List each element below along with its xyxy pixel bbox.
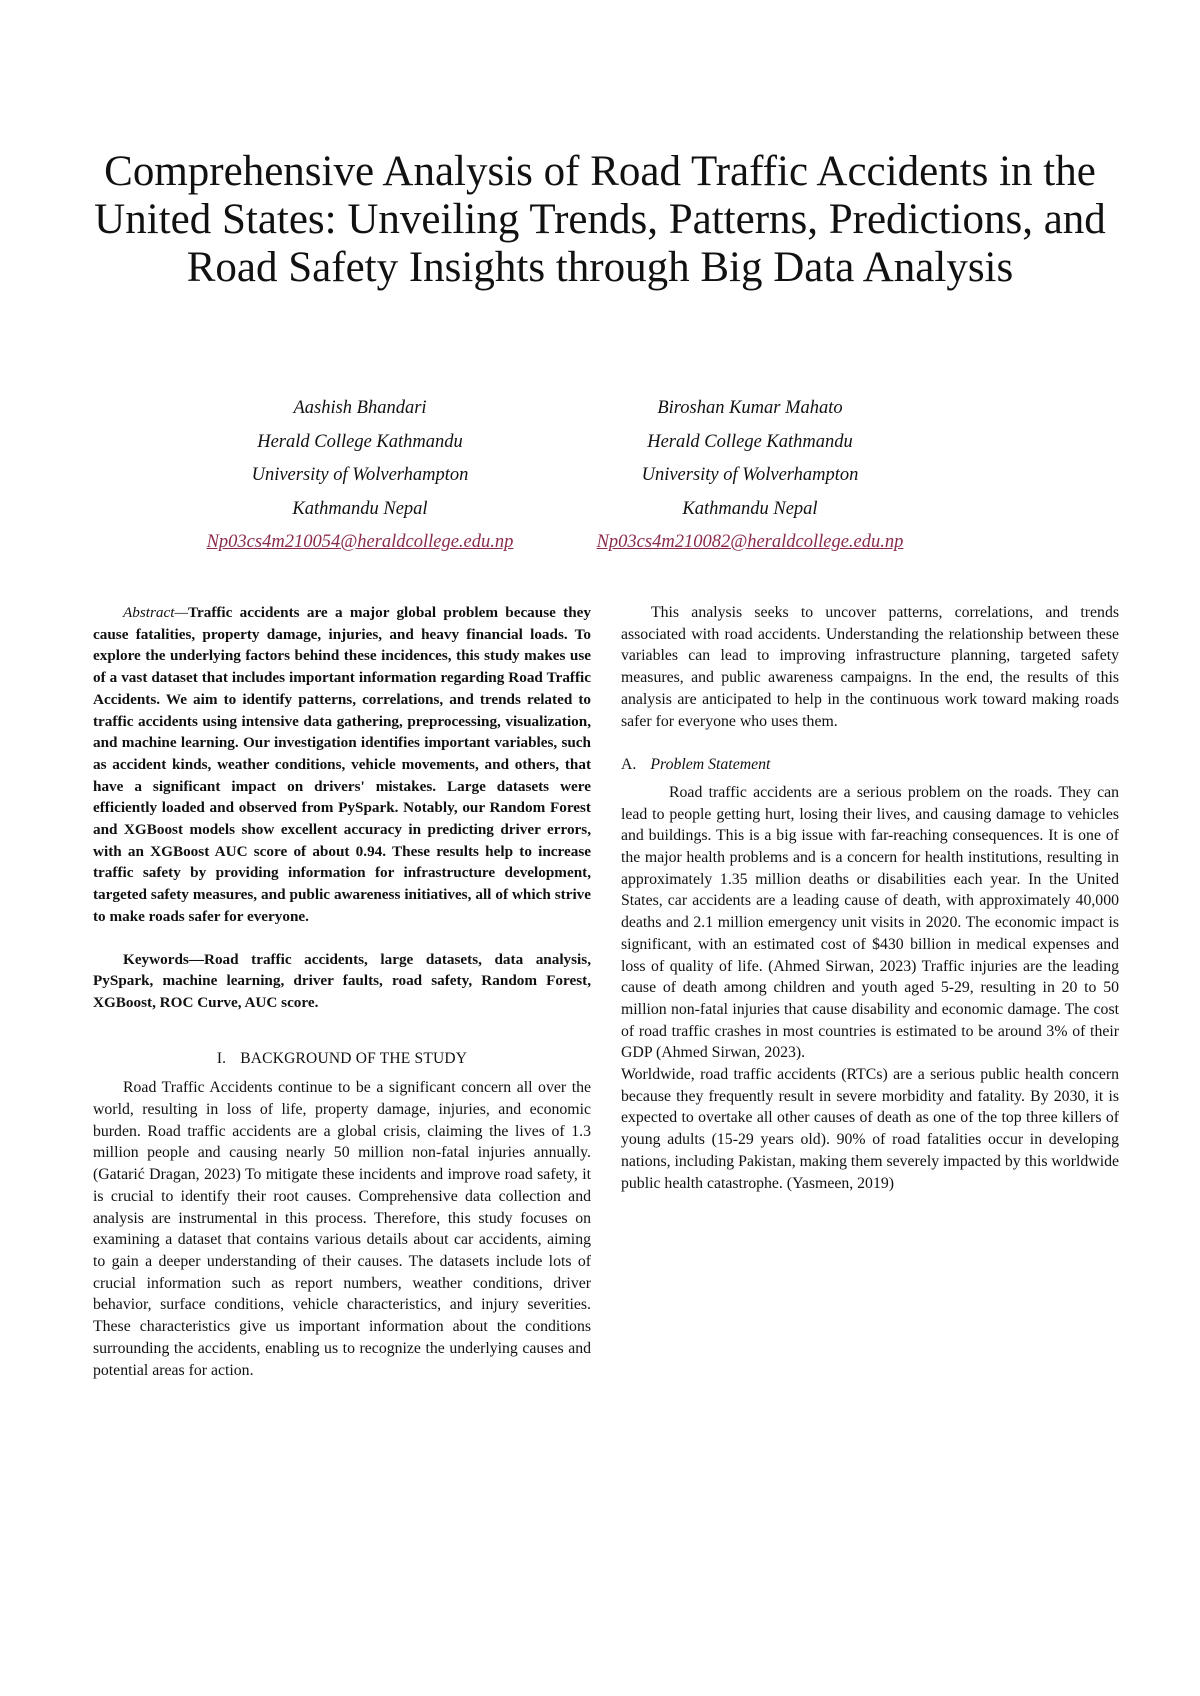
author-block-1 [150,392,570,560]
author-name: Aashish Bhandari [293,398,427,418]
abstract-text: Traffic accidents are a major global problem because they cause fatalities, property damage, injuries, and heavy financial loads. To explore the underlying factors behind these incidences, this study makes use of a vast dataset that includes important information regarding Road Traffic Accidents. We aim to identify patterns, correlations, and trends related to traffic accidents using intensive data gathering, preprocessing, visualization, and machine learning. Our investigation identifies important variables, such as accident kinds, weather conditions, vehicle movements, and others, that have a significant impact on drivers' mistakes. Large datasets were efficiently loaded and observed from PySpark. Notably, our Random Forest and XGBoost models show excellent accuracy in predicting driver errors, with an XGBoost AUC score of about 0.94. These results help to increase traffic safety by providing information for infrastructure development, targeted safety measures, and public awareness initiatives, all of which strive to make roads safer for everyone. [93,604,591,925]
right-column [621,602,1119,1194]
paper-title: Comprehensive Analysis of Road Traffic Accidents in the United States: Unveiling Trends, Patterns, Predictions, and Road Safety Insights through Big Data Analysis [94,148,1106,291]
keywords-text: Road traffic accidents, large datasets, data analysis, PySpark, machine learning, driver faults, road safety, Random Forest, XGBoost, ROC Curve, AUC score. [93,950,591,1011]
author-college: Herald College Kathmandu [647,431,853,452]
section-title: BACKGROUND OF THE STUDY [240,1049,468,1067]
author-university: University of Wolverhampton [251,465,469,485]
author-name: Biroshan Kumar Mahato [657,398,843,418]
section-heading [93,1048,591,1070]
left-column [93,602,591,1381]
section-number: I. [216,1049,227,1067]
problem-paragraph-1: Road traffic accidents are a serious problem on the roads. They can lead to people getting hurt, losing their lives, and causing damage to vehicles and buildings. This is a big issue with far-reaching consequences. It is one of the major health problems and is a concern for health institutions, resulting in approximately 1.35 million deaths or disabilities each year. In the United States, car accidents are a leading cause of death, with approximately 40,000 deaths and 2.1 million emergency unit visits in 2020. The economic impact is significant, with an estimated cost of $430 billion in medical expenses and loss of quality of life. (Ahmed Sirwan, 2023) Traffic injuries are the leading cause of death among children and youth aged 5-29, resulting in 20 to 50 million non-fatal injuries that cause disability and economic damage. The cost of road traffic crashes in most countries is estimated to be around 3% of their GDP (Ahmed Sirwan, 2023). [621,783,1119,1062]
background-paragraph: Road Traffic Accidents continue to be a significant concern all over the world, resulting in loss of life, property damage, injuries, and economic burden. Road traffic accidents are a global crisis, claiming the lives of 1.3 million people and causing nearly 50 million non-fatal injuries annually. (Gatarić Dragan, 2023) To mitigate these incidents and improve road safety, it is crucial to identify their root causes. Comprehensive data collection and analysis are instrumental in this process. Therefore, this study focuses on examining a dataset that contains various details about car accidents, aiming to gain a deeper understanding of their causes. The datasets include lots of crucial information such as report numbers, weather conditions, driver behavior, surface conditions, vehicle characteristics, and injury severities. These characteristics give us important information about the conditions surrounding the accidents, enabling us to recognize the underlying causes and potential areas for action. [93,1079,591,1379]
subsection-title: Problem Statement [650,756,771,774]
keywords [93,949,591,1014]
author-email-link[interactable]: Np03cs4m210082@heraldcollege.edu.np [596,532,904,552]
author-college: Herald College Kathmandu [257,431,463,452]
problem-paragraph-2: Worldwide, road traffic accidents (RTCs) are a serious public health concern because they frequently result in severe morbidity and fatality. By 2030, it is expected to overtake all other causes of death as one of the top three killers of young adults (15-29 years old). 90% of road fatalities occur in developing nations, including Pakistan, making them severely impacted by this worldwide public health catastrophe. (Yasmeen, 2019) [621,1066,1119,1192]
keywords-label: Keywords— [123,950,204,968]
author-email-link[interactable]: Np03cs4m210054@heraldcollege.edu.np [206,532,514,552]
author-location: Kathmandu Nepal [292,498,428,519]
author-block-2 [540,392,960,560]
abstract [93,602,591,928]
author-university: University of Wolverhampton [641,465,859,485]
intro-paragraph: This analysis seeks to uncover patterns, correlations, and trends associated with road accidents. Understanding the relationship between these variables can lead to improving infrastructure planning, targeted safety measures, and public awareness campaigns. In the end, the results of this analysis are anticipated to help in the continuous work toward making roads safer for everyone who uses them. [621,604,1119,730]
author-location: Kathmandu Nepal [682,498,818,519]
subsection-heading [621,754,1119,776]
subsection-number: A. [621,756,637,774]
abstract-label: Abstract— [123,604,188,621]
